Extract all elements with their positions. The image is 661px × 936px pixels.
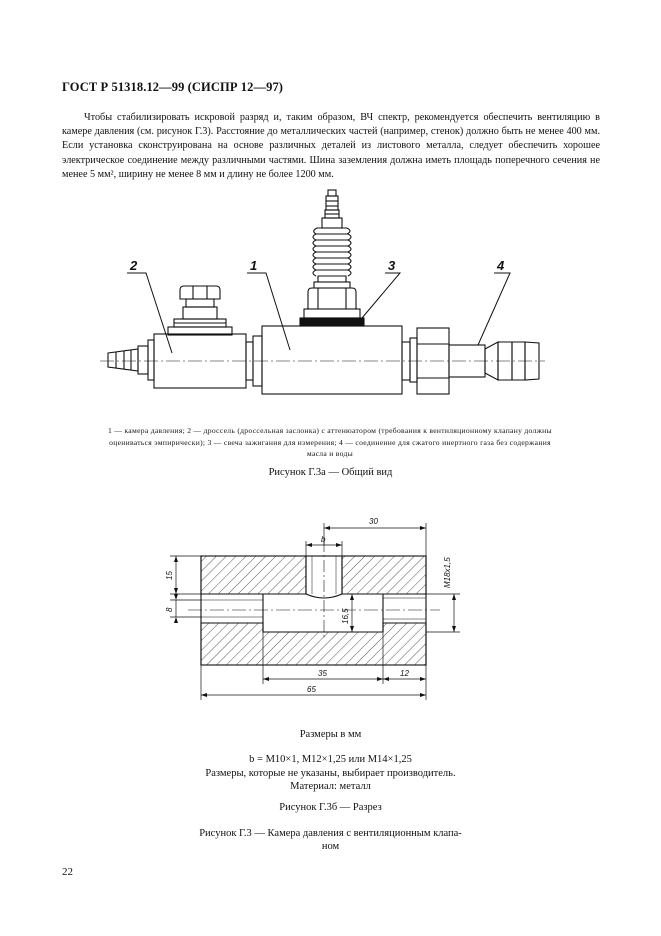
dim-b: b [321,535,326,544]
callout-1: 1 [250,258,258,273]
section-body [201,556,426,665]
figure-a-caption: Рисунок Г.3а — Общий вид [268,467,393,478]
b-values: b = M10×1, M12×1,25 или M14×1,25 [249,754,412,765]
callout-3: 3 [388,258,396,273]
dim-30: 30 [369,517,378,526]
material-note: Материал: металл [290,781,371,792]
figure-a-legend: 1 — камера давления; 2 — дроссель (дроссельная заслонка) с аттенюатором (требования к вентиляционному клапану должны оцениваться эмпирически); 3 — свеча зажигания для измерения; 4 — соединение для сжатого инертного газа без содержания масла и воды [108,426,552,459]
main-caption-line1: Рисунок Г.3 — Камера давления с вентиляционным клапа- [199,828,462,839]
page-number: 22 [62,866,73,878]
dim-m18: M18x1,5 [443,557,452,588]
callout-4: 4 [497,258,505,273]
dimension-lines [170,523,460,700]
dim-12: 12 [400,669,409,678]
callout-2: 2 [130,258,138,273]
units-note: Размеры в мм [299,729,362,740]
dimension-arrows [174,526,456,697]
page-header: ГОСТ Р 51318.12—99 (СИСПР 12—97) [62,80,284,94]
dim-16-5: 16,5 [341,608,350,624]
dim-15: 15 [165,571,174,580]
dim-35: 35 [318,669,327,678]
figure-b-caption: Рисунок Г.3б — Разрез [279,802,382,813]
dim-8: 8 [165,607,174,612]
main-caption-line2: ном [321,841,340,852]
dim-65: 65 [307,685,316,694]
paragraph-text: Чтобы стабилизировать искровой разряд и, таким образом, ВЧ спектр, рекомендуется обеспечить вентиляцию в камере давления (см. рисунок Г.3). Расстояние до металлических частей (например, стенок) должно быть не менее 400 мм. Если установка сконструирована на основе различных деталей из листового металла, следует обеспечить хорошее электрическое соединение между различными частями. Шина заземления должна иметь площадь поперечного сечения не менее 5 мм², ширину не менее 8 мм и длину не более 1200 мм. [62,112,600,180]
unspecified-note: Размеры, которые не указаны, выбирает производитель. [205,768,456,779]
